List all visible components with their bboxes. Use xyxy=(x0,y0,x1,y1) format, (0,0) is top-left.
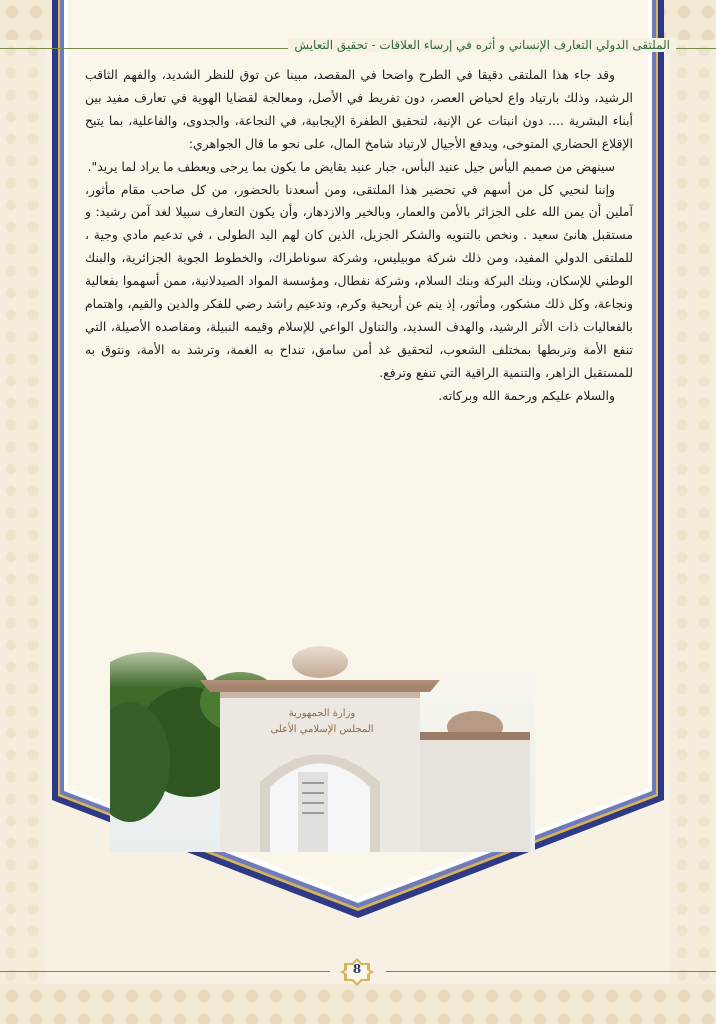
article-body xyxy=(85,64,633,408)
page-number: 8 xyxy=(352,962,362,976)
building-photo xyxy=(110,632,535,852)
paragraph-quote: سينهض من صميم اليأس جيل عنيد البأس، جبار عنيد يقايض ما يكون بما يرجى ويعطف ما يراد لما يريد". xyxy=(87,158,615,174)
footer-rule-left xyxy=(0,971,330,972)
footer-rule-right xyxy=(386,971,716,972)
running-header: الملتقى الدولي التعارف الإنساني و أثره في إرساء العلاقات - تحقيق التعايش xyxy=(288,38,676,52)
paragraph-3: وإننا لنحيي كل من أسهم في تحضير هذا الملتقى، ومن أسعدنا بالحضور، من كل صاحب مقام مأثور، آملين أن يمن الله على الجزائر بالأمن والعمار، وبالخير والازدهار، وأن يكون التعارف سبيلا لغد آمن رشيد: و مستقبل هانئ سعيد . ونخص بالتنويه والشكر الجزيل، الذين كان لهم اليد الطولى ، في تدعيم مادي وجية ، للملتقى الدولي المفيد، ومن ذلك شركة موبيليس، وشركة سوناطراك، والخطوط الجوية الجزائرية، والبنك الوطني للإسكان، وبنك البركة وبنك السلام، وشركة نفطال، ومؤسسة المواد الصيدلانية، ممن أسهموا بفعالية ونجاعة، وكل ذلك مشكور، ومأثور، إذ ينم عن أريحية وكرم، وتدعيم راشد رضي للفكر والدين والقيم، واهتمام بالفعاليات ذات الأثر الرشيد، والهدف السديد، والتناول الواعي للإسلام وقيمه النبيلة، ومقاصده الأصيلة، التي تنفع الأمة وتربطها بمختلف الشعوب، لتحقيق غد أمن سامق، تنداح به الغمة، وترشد به الأمة، ونتوق به للمستقبل الزاهر، والتنمية الراقية التي تنفع وترفع. xyxy=(85,181,633,380)
paragraph-1: وقد جاء هذا الملتقى دقيقا في الطرح واضحا في المقصد، مبينا عن توق للنظر الشديد، والفهم الثاقب الرشيد، وذلك بارتياد واع لحياض العصر، دون تفريط في الأصل، ومعالجة لقضايا الهوية في تعارف مفيد بين أبناء البشرية .... دون انبتات عن الإنية، لتحقيق الطفرة الإيجابية، في النجاعة، والجدوى، والفاعلية، بما يتيح الإقلاع الحضاري المتوخى، ويدفع الأجيال لارتياد شامخ المال، على نحو ما قال الجواهري: xyxy=(85,67,633,151)
closing-line: والسلام عليكم ورحمة الله وبركاته. xyxy=(438,387,615,403)
